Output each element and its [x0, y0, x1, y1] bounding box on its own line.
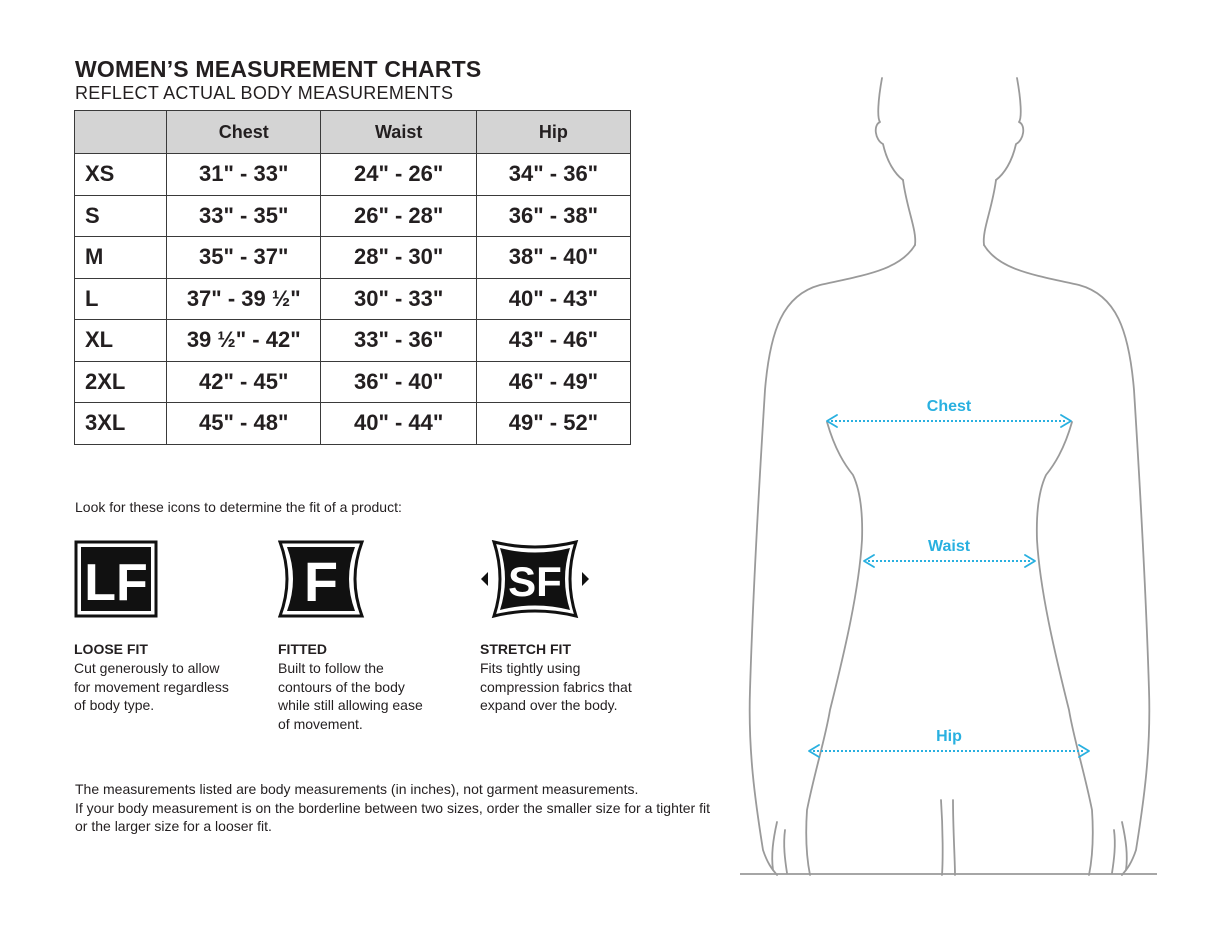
- measurement-note: [75, 780, 725, 836]
- table-row: [75, 278, 631, 320]
- fit-name: FITTED: [278, 641, 327, 657]
- size-cell: S: [75, 195, 167, 237]
- size-chart-table: [74, 110, 631, 445]
- chest-measurement-label: Chest: [926, 398, 972, 415]
- waist-cell: 33" - 36": [321, 320, 476, 362]
- fitted-icon-text: F: [303, 550, 339, 613]
- waist-measurement-label: Waist: [927, 538, 971, 555]
- chest-cell: 31" - 33": [167, 154, 321, 196]
- size-cell: XL: [75, 320, 167, 362]
- table-header-row: [75, 111, 631, 154]
- chest-cell: 37" - 39 ½": [167, 278, 321, 320]
- waist-cell: 30" - 33": [321, 278, 476, 320]
- column-header-size: [75, 111, 167, 154]
- fit-legend-fitted: [278, 540, 438, 733]
- waist-cell: 28" - 30": [321, 237, 476, 279]
- body-outline-illustration: [735, 70, 1165, 880]
- loose-fit-icon-text: LF: [84, 554, 148, 612]
- chest-cell: 45" - 48": [167, 403, 321, 445]
- stretch-fit-icon-text: SF: [508, 558, 562, 605]
- waist-cell: 36" - 40": [321, 361, 476, 403]
- chest-cell: 35" - 37": [167, 237, 321, 279]
- hip-cell: 46" - 49": [476, 361, 630, 403]
- page-subtitle: REFLECT ACTUAL BODY MEASUREMENTS: [75, 83, 454, 103]
- column-header-hip: Hip: [476, 111, 630, 154]
- note-line-1: The measurements listed are body measurements (in inches), not garment measurements.: [75, 781, 639, 797]
- table-row: [75, 195, 631, 237]
- waist-cell: 24" - 26": [321, 154, 476, 196]
- size-cell: 3XL: [75, 403, 167, 445]
- fit-description: Fits tightly using compression fabrics that expand over the body.: [480, 660, 632, 713]
- table-row: [75, 320, 631, 362]
- stretch-fit-icon: [480, 540, 590, 622]
- hip-measurement-label: Hip: [936, 728, 962, 745]
- table-row: [75, 154, 631, 196]
- loose-fit-icon: [74, 540, 164, 622]
- chest-cell: 39 ½" - 42": [167, 320, 321, 362]
- chest-cell: 42" - 45": [167, 361, 321, 403]
- chest-cell: 33" - 35": [167, 195, 321, 237]
- size-cell: 2XL: [75, 361, 167, 403]
- note-line-2: If your body measurement is on the borderline between two sizes, order the smaller size for a tighter fit or the larger size for a looser fit.: [75, 799, 710, 834]
- hip-cell: 40" - 43": [476, 278, 630, 320]
- size-cell: M: [75, 237, 167, 279]
- table-row: [75, 237, 631, 279]
- fit-description: Cut generously to allow for movement regardless of body type.: [74, 660, 229, 713]
- fitted-icon: [278, 540, 368, 622]
- fit-icons-intro: Look for these icons to determine the fit of a product:: [75, 499, 402, 515]
- hip-cell: 49" - 52": [476, 403, 630, 445]
- body-figure: [735, 70, 1165, 880]
- page-title: WOMEN’S MEASUREMENT CHARTS: [75, 56, 482, 82]
- table-row: [75, 361, 631, 403]
- size-cell: XS: [75, 154, 167, 196]
- table-row: [75, 403, 631, 445]
- column-header-chest: Chest: [167, 111, 321, 154]
- fit-name: LOOSE FIT: [74, 641, 148, 657]
- column-header-waist: Waist: [321, 111, 476, 154]
- fit-description: Built to follow the contours of the body while still allowing ease of movement.: [278, 660, 423, 732]
- hip-cell: 36" - 38": [476, 195, 630, 237]
- size-cell: L: [75, 278, 167, 320]
- fit-legend-loose: [74, 540, 234, 715]
- hip-cell: 38" - 40": [476, 237, 630, 279]
- hip-cell: 43" - 46": [476, 320, 630, 362]
- fit-name: STRETCH FIT: [480, 641, 571, 657]
- waist-cell: 40" - 44": [321, 403, 476, 445]
- hip-cell: 34" - 36": [476, 154, 630, 196]
- fit-legend-stretch: [480, 540, 640, 715]
- waist-cell: 26" - 28": [321, 195, 476, 237]
